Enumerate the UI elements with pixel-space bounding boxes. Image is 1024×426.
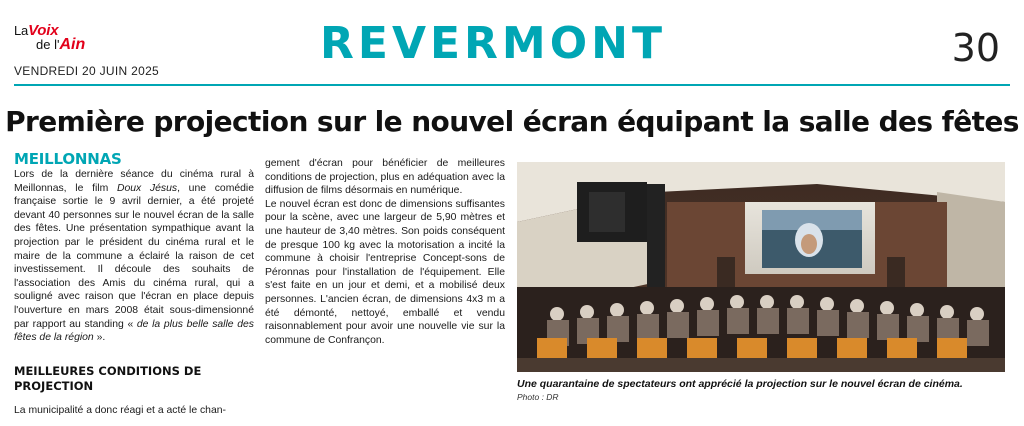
- header-rule: [14, 84, 1010, 86]
- article-column-2: [265, 157, 505, 347]
- newspaper-logo: [14, 22, 124, 58]
- issue-date: VENDREDI 20 JUIN 2025: [14, 64, 160, 78]
- logo-text-ain: Ain: [59, 36, 86, 53]
- section-title: REVERMONT: [320, 18, 666, 69]
- quote: de la plus belle salle des fêtes de la région: [14, 318, 254, 344]
- article-photo: [517, 162, 1005, 372]
- town-label: MEILLONNAS: [14, 150, 122, 168]
- logo-text-la: La: [14, 23, 29, 38]
- article-headline: Première projection sur le nouvel écran équipant la salle des fêtes: [5, 105, 1019, 138]
- photo-credit: Photo : DR: [517, 392, 559, 402]
- cinema-hall-photo: [517, 162, 1005, 372]
- article-subheading: MEILLEURES CONDITIONS DE PROJECTION: [14, 364, 202, 393]
- paragraph: Le nouvel écran est donc de dimensions suffisantes pour la scène, avec une largeur de 5,90 mètres et une hauteur de 3,40 mètres. Son poids conséquent de presque 100 kg avec la motorisation a incité la commune à choisir l'entreprise Concept-sons de Péronnas pour l'installation de l'équipement. Elle s'est faite en un jour et demi, et a mobilisé deux personnes. L'ancien écran, de dimensions 4x3 m a été démonté, nettoyé, emballé et vendu raisonnablement pour avoir une nouvelle vie sur la commune de Confrançon.: [265, 198, 505, 346]
- logo-text-de: de l': [36, 37, 60, 52]
- film-title: Doux Jésus: [116, 182, 178, 194]
- article-column-1-end: La municipalité a donc réagi et a acté le chan-: [14, 405, 226, 416]
- article-column-1: Lors de la dernière séance du cinéma rural à Meillonnas, le film Doux Jésus, une comédie française sortie le 9 avril dernier, a été projeté devant 40 personnes sur le nouvel écran de la salle des fêtes. Une présentation sympathique avant la projection par le président du cinéma rural et le maire de la commune a éclairé la raison de cet investissement. Il découle des souhaits de l'association des Amis du cinéma rural, qui a souligné avec raison que l'écran en place depuis l'ouverture en mars 2008 était sous-dimensionné par rapport au standing « de la plus belle salle des fêtes de la région ».: [14, 169, 255, 344]
- logo-text-voix: Voix: [28, 22, 59, 39]
- photo-caption: Une quarantaine de spectateurs ont apprécié la projection sur le nouvel écran de cinéma.: [517, 378, 963, 390]
- paragraph: gement d'écran pour bénéficier de meilleures conditions de projection, plus en adéquation avec la diffusion de films désormais en numérique.: [265, 158, 505, 197]
- page-number: 30: [951, 26, 1000, 70]
